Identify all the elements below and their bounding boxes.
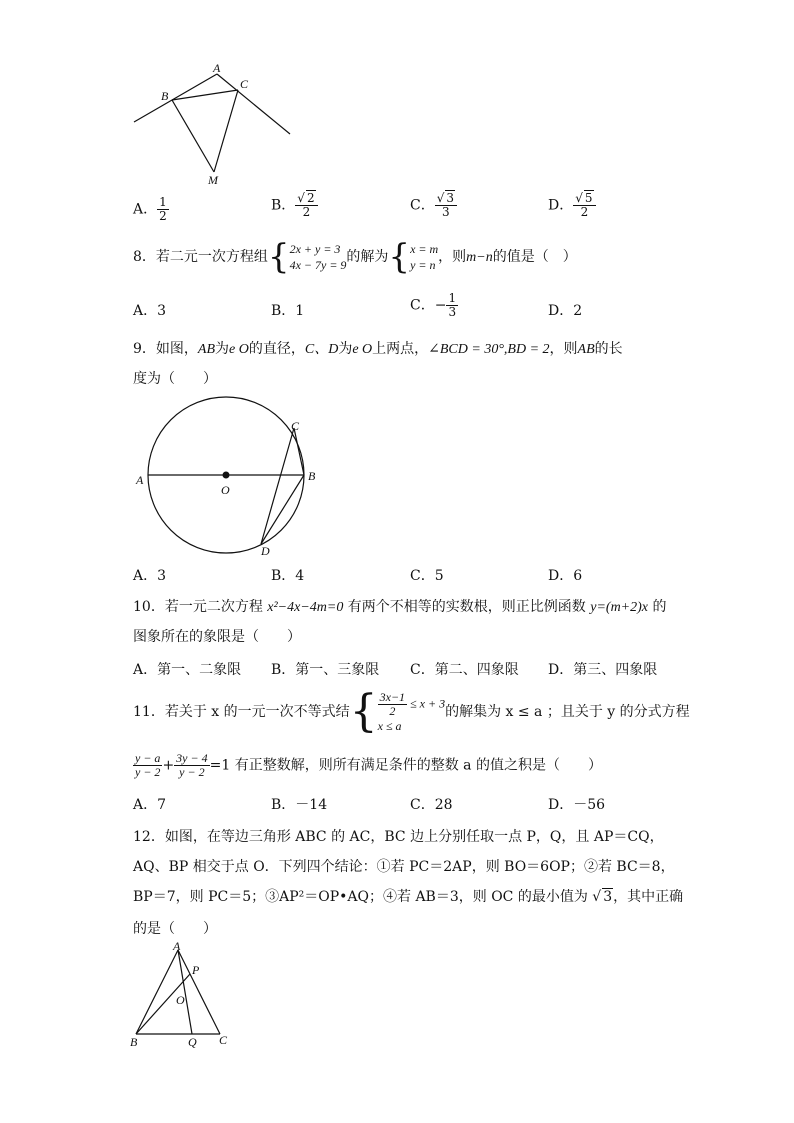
q8-option-c: C．− $\frac{1}{3}$ [410, 291, 457, 319]
q7-label-c: C [240, 77, 249, 91]
q12-stem-line2: AQ、BP 相交于点 O．下列四个结论：①若 PC＝2AP，则 BO＝6OP；②若 BC＝8， [133, 859, 675, 875]
q11-option-c: C．28 [410, 797, 453, 813]
q8-stem: 8．若二元一次方程组 { 2x + y = 3 4x − 7y = 9 的解为 { x = m y = n ，则m−n的值是（ ） [133, 237, 577, 277]
q7-label-a: A [213, 61, 221, 75]
q9-stem-line2: 度为（ ） [133, 371, 217, 387]
q9-stem-line1: 9．如图，AB为e O的直径，C、D为e O上两点，∠BCD = 30°,BD = 2，则AB的长 [133, 341, 623, 357]
q12-segment-aq [178, 950, 192, 1034]
q12-figure [128, 942, 238, 1050]
q9-label-a: A [136, 473, 144, 487]
q10-stem-line2: 图象所在的象限是（ ） [133, 629, 301, 645]
q11-option-a: A．7 [133, 797, 167, 813]
q7-option-d: D． $\frac{√ 5}{2}$ [548, 192, 596, 219]
q10-option-b: B．第一、三象限 [271, 662, 380, 678]
q11-stem-line2: $\frac{y - a}{y - 2}$ + $\frac{3y - 4}{y - 2}$ =1 有正整数解，则所有满足条件的整数 a 的值之积是（ ） [135, 751, 602, 779]
q7-option-c: C． $\frac{√ 3}{3}$ [410, 192, 457, 219]
q12-label-q: Q [188, 1035, 197, 1049]
q12-label-o: O [176, 993, 185, 1007]
q9-label-c: C [291, 419, 300, 433]
q9-option-b: B．4 [271, 568, 305, 584]
q9-option-c: C．5 [410, 568, 444, 584]
q10-option-a: A．第一、二象限 [133, 662, 242, 678]
q7-line-left [134, 74, 217, 122]
q10-stem-line1: 10．若一元二次方程 x²−4x−4m=0 有两个不相等的实数根，则正比例函数 y=(m+2)x 的 [133, 599, 667, 615]
q9-option-d: D．6 [548, 568, 583, 584]
q9-segment-db [261, 475, 304, 544]
q12-label-c: C [219, 1033, 228, 1047]
q7-option-b: B． $\frac{√ 2}{2}$ [271, 192, 318, 219]
q9-figure [130, 390, 330, 565]
q9-segment-cd [261, 428, 294, 544]
q9-label-d: D [261, 544, 270, 558]
q11-stem-line1: 11．若关于 x 的一元一次不等式结 { $\frac{3x-1}{2}$ ≤ x + 3 x ≤ a 的解集为 x ≤ a ；且关于 y 的分式方程 [133, 686, 690, 737]
q9-segment-cb [294, 428, 304, 475]
q12-stem-line1: 12．如图，在等边三角形 ABC 的 AC，BC 边上分别任取一点 P，Q，且 AP＝CQ， [133, 829, 664, 845]
q9-label-o: O [221, 483, 230, 497]
q8-option-b: B．1 [271, 303, 305, 319]
q10-option-c: C．第二、四象限 [410, 662, 519, 678]
q9-center-point [223, 472, 230, 479]
q12-side-ab [136, 950, 178, 1034]
q7-label-b: B [161, 89, 169, 103]
q11-option-b: B．－14 [271, 797, 328, 813]
q9-option-a: A．3 [133, 568, 167, 584]
q7-figure [130, 60, 300, 190]
q7-segment-cm [214, 90, 238, 172]
q7-option-a: A． $\frac{1}{2}$ [133, 195, 167, 223]
q7-label-m: M [208, 173, 218, 187]
q7-segment-bc [172, 90, 238, 100]
q12-stem-line3: BP＝7，则 PC＝5；③AP²＝OP•AQ；④若 AB＝3，则 OC 的最小值为 √ 3，其中正确 [133, 889, 684, 905]
q12-stem-line4: 的是（ ） [133, 921, 217, 937]
q8-option-d: D．2 [548, 303, 583, 319]
q12-label-b: B [130, 1035, 138, 1049]
q12-label-p: P [192, 963, 200, 977]
q11-option-d: D．－56 [548, 797, 606, 813]
q10-option-d: D．第三、四象限 [548, 662, 658, 678]
q12-label-a: A [173, 942, 181, 953]
q7-segment-bm [172, 100, 214, 172]
q9-label-b: B [308, 469, 316, 483]
q8-option-a: A．3 [133, 303, 167, 319]
